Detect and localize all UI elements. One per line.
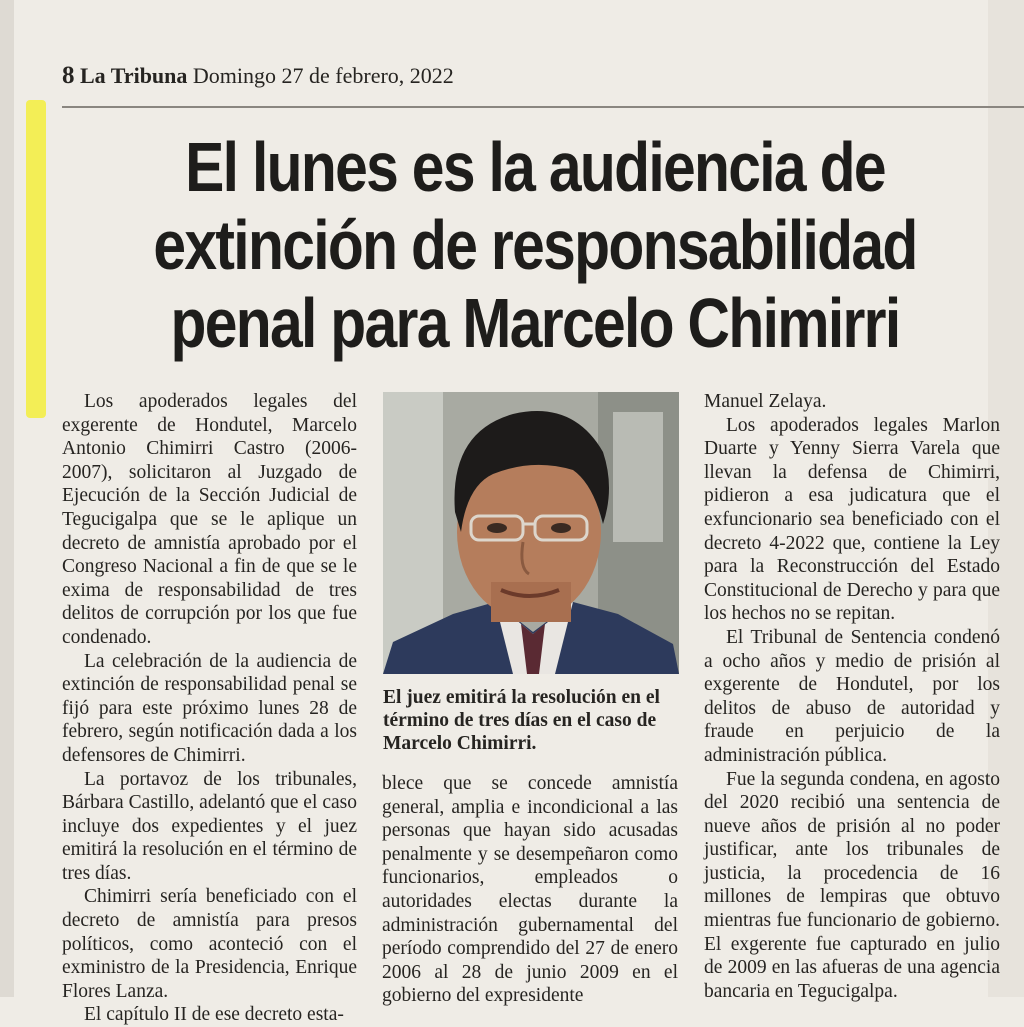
newspaper-name: La Tribuna	[80, 63, 188, 88]
article-headline	[62, 128, 1008, 362]
photo-caption: El juez emitirá la resolución en el término de tres días en el caso de Marcelo Chimirri.	[383, 687, 660, 754]
paragraph: blece que se concede amnistía general, amplia e incondicional a las personas que hayan sido acusadas penalmente y se desempeñaron como funcionarios, empleados o autoridades electas durante la administración gubernamental del período comprendido del 27 de enero 2006 al 28 de junio 2009 en el gobierno del expresidente	[382, 773, 678, 1007]
paragraph: Fue la segunda condena, en agosto del 2020 recibió una sentencia de nueve años de prisión al no poder justificar, ante los tribunales de justicia, la procedencia de 16 millones de lempiras que obtuvo mientras fue funcionario de gobierno. El exgerente fue capturado en julio de 2009 en las afueras de una agencia bancaria en Tegucigalpa.	[704, 768, 1000, 1002]
portrait-illustration	[383, 392, 679, 674]
paragraph: Manuel Zelaya.	[704, 391, 827, 412]
header-rule	[62, 106, 1024, 108]
paragraph: La celebración de la audiencia de extinción de responsabilidad penal se fijó para este próximo lunes 28 de febrero, según notificación dada a los defensores de Chimirri.	[62, 650, 357, 766]
article-column-3	[704, 390, 1000, 1003]
portrait-photo	[383, 392, 679, 674]
paragraph: El Tribunal de Sentencia condenó a ocho años y medio de prisión al exgerente de Hondutel, por los delitos de abuso de autoridad y fraude en perjuicio de la administración pública.	[704, 626, 1000, 766]
page-number: 8	[62, 62, 75, 89]
headline-line: penal para Marcelo Chimirri	[170, 284, 900, 362]
issue-date: Domingo 27 de febrero, 2022	[192, 63, 454, 88]
page-gutter	[0, 0, 14, 997]
article-column-1	[62, 390, 357, 1027]
paragraph: Los apoderados legales del exgerente de Hondutel, Marcelo Antonio Chimirri Castro (2006-2007), solicitaron al Juzgado de Ejecución de la Sección Judicial de Tegucigalpa que se le aplique un decreto de amnistía aprobado por el Congreso Nacional a fin de que se le exima de responsabilidad de tres delitos de corrupción por los que fue condenado.	[62, 391, 357, 648]
highlighter-mark	[26, 100, 46, 418]
paragraph: El capítulo II de ese decreto esta-	[84, 1004, 344, 1026]
paragraph: Los apoderados legales Marlon Duarte y Yenny Sierra Varela que llevan la defensa de Chimirri, pidieron a esa judicatura que el exfuncionario sea beneficiado con el decreto 4-2022 que, contiene la Ley para la Reconstrucción del Estado Constitucional de Derecho y para que los hechos no se repitan.	[704, 414, 1000, 625]
paragraph: Chimirri sería beneficiado con el decreto de amnistía para presos políticos, como aconteció con el exministro de la Presidencia, Enrique Flores Lanza.	[62, 886, 357, 1002]
page-header	[62, 62, 454, 90]
paragraph: La portavoz de los tribunales, Bárbara Castillo, adelantó que el caso incluye dos expedientes y el juez emitirá la resolución en el término de tres días.	[62, 768, 357, 884]
article-column-2	[382, 772, 678, 1008]
headline-line: extinción de responsabilidad	[153, 206, 917, 284]
headline-line: El lunes es la audiencia de	[185, 128, 885, 206]
